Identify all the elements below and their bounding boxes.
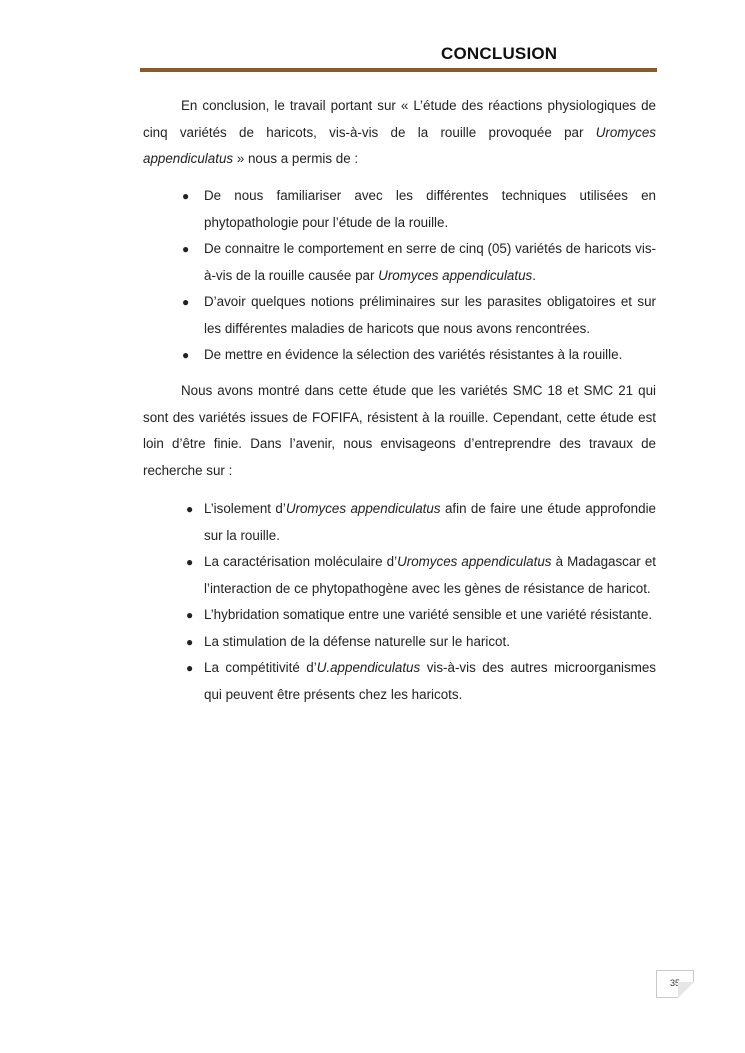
page-number: 35 bbox=[669, 978, 680, 988]
list-item bbox=[186, 549, 656, 602]
page-curl-icon bbox=[678, 982, 694, 998]
bullet-icon: ● bbox=[182, 242, 190, 256]
findings-paragraph: Nous avons montré dans cette étude que les variétés SMC 18 et SMC 21 qui sont des variétés issues de FOFIFA, résistent à la rouille. Cependant, cette étude est loin d’être finie. Dans l’avenir, nous envisageons d’entreprendre des travaux de recherche sur : bbox=[143, 383, 656, 478]
list-item-text-end: vis-à-vis des autres microorganismes qui peuvent être présents chez les haricots. bbox=[204, 660, 656, 702]
species-name: Uromyces appendiculatus bbox=[285, 501, 441, 516]
list-item bbox=[186, 496, 656, 549]
bullet-icon: ● bbox=[186, 502, 194, 516]
list-item-text-end: à Madagascar et l’interaction de ce phytopathogène avec les gènes de résistance de haricot. bbox=[204, 554, 657, 596]
page-number-box bbox=[656, 970, 694, 998]
bullet-icon: ● bbox=[186, 634, 194, 649]
list-item bbox=[186, 655, 656, 708]
bullet-icon: ● bbox=[182, 189, 190, 203]
intro-paragraph bbox=[143, 93, 656, 173]
list-item-text-end: afin de faire une étude approfondie sur la rouille. bbox=[204, 501, 656, 543]
intro-species-name: Uromyces appendiculatus bbox=[143, 124, 656, 166]
future-research-list bbox=[186, 496, 656, 708]
species-name: U.appendiculatus bbox=[316, 660, 421, 675]
list-item-text: De connaitre le comportement en serre de cinq (05) variétés de haricots vis-à-vis de la rouille causée par bbox=[204, 241, 656, 283]
list-item bbox=[186, 629, 656, 656]
intro-text-end: » nous a permis de : bbox=[233, 151, 359, 166]
list-item bbox=[177, 342, 656, 369]
bullet-icon: ● bbox=[186, 608, 194, 622]
list-item-text: De nous familiariser avec les différentes techniques utilisées en phytopathologie pour l’étude de la rouille. bbox=[204, 188, 656, 230]
list-item bbox=[177, 236, 656, 289]
list-item-text: La caractérisation moléculaire d’ bbox=[204, 554, 398, 569]
list-item-text: La stimulation de la défense naturelle sur le haricot. bbox=[204, 633, 510, 649]
bullet-icon: ● bbox=[182, 348, 190, 362]
species-name: Uromyces appendiculatus bbox=[378, 267, 533, 283]
list-item bbox=[186, 602, 656, 629]
list-item-text-end: . bbox=[532, 267, 536, 283]
list-item-text: D’avoir quelques notions préliminaires sur les parasites obligatoires et sur les différentes maladies de haricots que nous avons rencontrées. bbox=[204, 294, 656, 336]
bullet-icon: ● bbox=[186, 555, 194, 569]
list-item-text: De mettre en évidence la sélection des variétés résistantes à la rouille. bbox=[204, 347, 623, 362]
list-item-text: La compétitivité d’ bbox=[204, 660, 317, 675]
title-underline bbox=[140, 68, 657, 72]
bullet-icon: ● bbox=[186, 661, 194, 675]
list-item bbox=[177, 289, 656, 342]
intro-text-start: En conclusion, le travail portant sur « L’étude des réactions physiologiques de cinq variétés de haricots, vis-à-vis de la rouille provoquée par bbox=[143, 98, 656, 140]
learned-list bbox=[177, 183, 656, 369]
list-item-text: L’hybridation somatique entre une variété sensible et une variété résistante. bbox=[204, 607, 653, 622]
bullet-icon: ● bbox=[182, 295, 190, 309]
page-title: CONCLUSION bbox=[441, 44, 558, 63]
list-item bbox=[177, 183, 656, 236]
list-item-text: L’isolement d’ bbox=[204, 501, 286, 516]
species-name: Uromyces appendiculatus bbox=[397, 554, 552, 569]
